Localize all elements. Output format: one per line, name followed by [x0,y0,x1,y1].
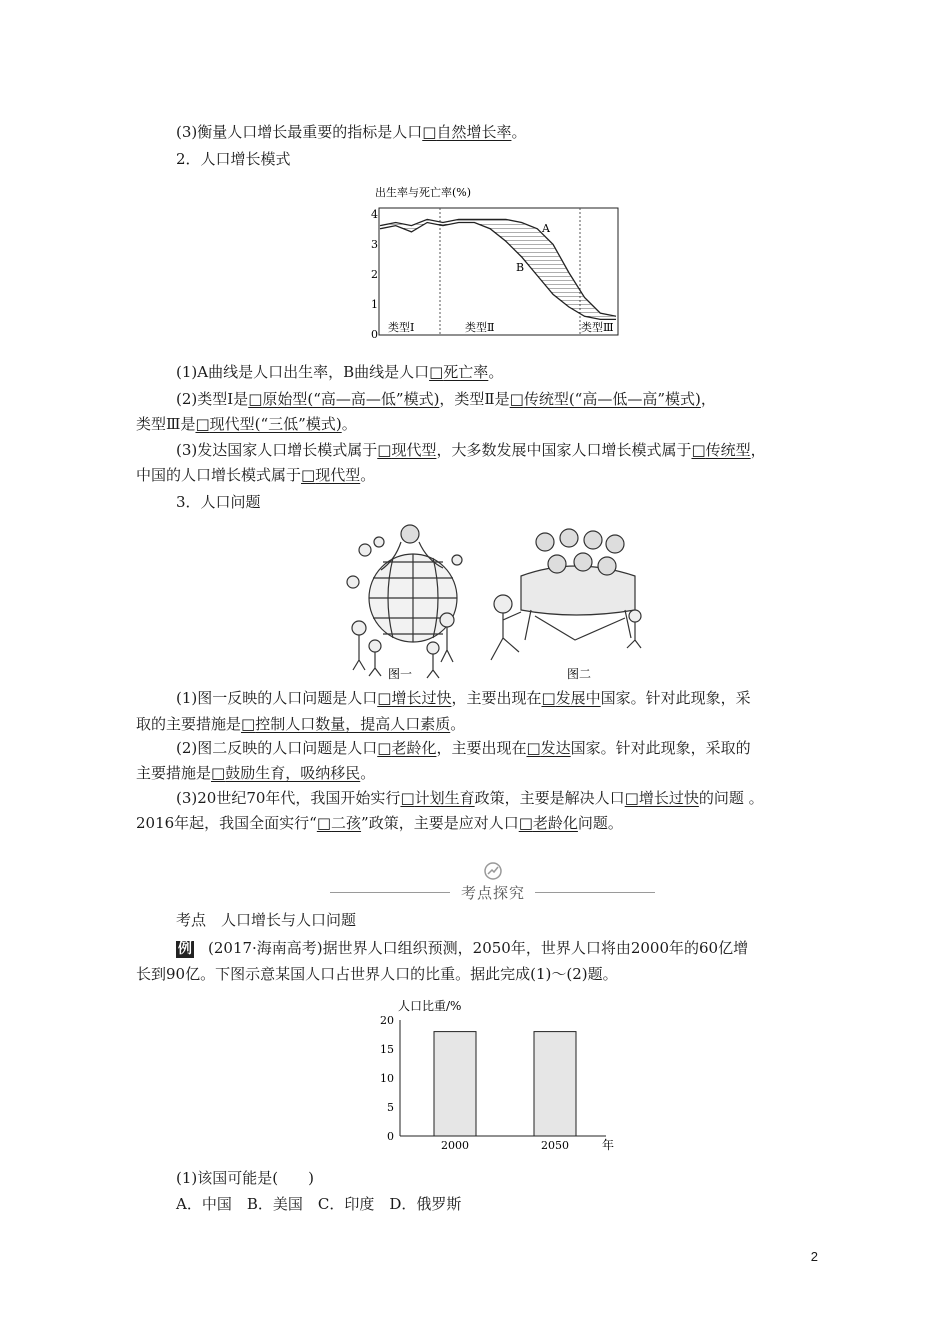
ytick-0: 0 [371,328,378,341]
chart2-category-label: 2000 [441,1139,469,1152]
cartoon-figure-one [347,525,462,678]
curve-a-label: A [542,222,550,235]
q1-text: (1)A曲线是人口出生率，B曲线是人口 [176,363,430,381]
answer-line-r2b [136,763,375,783]
population-share-chart [358,996,628,1154]
banner-rule-right [535,892,655,893]
trend-icon [484,862,502,880]
answer-blank: □ 计划生育 [400,789,474,807]
answer-blank: □ 原始型(“高—高—低”模式) [248,390,439,408]
punct: 。 [450,715,466,733]
section-banner [330,862,655,922]
answer-blank: □ 控制人口数量，提高人口素质 [241,715,450,733]
punct: 。 [511,123,527,141]
r3-text: ”政策，主要是应对人口 [361,814,519,832]
q2-text: (2)类型Ⅰ是 [176,390,249,408]
answer-blank: □ 自然增长率 [422,123,511,141]
chart2-ylabel: 人口比重/% [398,999,462,1013]
answer-line-q2a [176,389,716,409]
answer-blank: □ 老龄化 [519,814,578,832]
answer-blank: □ 二孩 [317,814,361,832]
r3-text: 政策，主要是解决人口 [474,789,625,807]
example-text: (2017·海南高考)据世界人口组织预测，2050年，世界人口将由2000年的60亿增 [208,939,749,957]
answer-line-r3a [176,788,764,808]
answer-blank: □ 现代型(“三低”模式) [195,415,341,433]
answer-blank: □ 死亡率 [429,363,488,381]
punct: 。 [488,363,504,381]
chart2-ytick: 0 [387,1130,394,1143]
answer-blank: □ 发展中 [541,689,600,707]
cartoon-caption-1: 图一 [388,667,413,681]
chart2-category-label: 2050 [541,1139,569,1152]
chart2-ytick: 5 [387,1101,394,1114]
chart2-ytick: 10 [380,1072,394,1085]
answer-blank: □ 现代型 [377,441,436,459]
q2-text: 类型Ⅲ是 [136,415,196,433]
answer-line-r1a [176,688,751,708]
punct: 。 [341,415,357,433]
answer-line-q3a [176,440,766,460]
chart2-xunit: 年 [602,1138,615,1152]
section-title: 3．人口问题 [176,493,261,511]
ytick-4: 4 [371,208,378,221]
answer-line-q1 [176,362,503,382]
punct: ， [750,441,766,459]
chart2-ytick: 15 [380,1043,394,1056]
r2-text: 国家。针对此现象，采取的 [570,739,751,757]
answer-line-r3b [136,813,623,833]
example-line-1 [176,938,748,958]
answer-blank: □ 传统型(“高—低—高”模式) [510,390,701,408]
r2-text: ，主要出现在 [436,739,527,757]
stage-label-1: 类型Ⅰ [388,321,415,334]
answer-blank: □ 增长过快 [377,689,451,707]
q3-text: 中国的人口增长模式属于 [136,466,302,484]
question-stem: (1)该国可能是( ) [176,1169,314,1187]
measure-text: (3)衡量人口增长最重要的指标是人口 [176,123,423,141]
ytick-3: 3 [371,238,378,251]
answer-blank: □ 传统型 [691,441,750,459]
topic-heading: 考点 人口增长与人口问题 [176,911,357,929]
r3-text: (3)20世纪70年代，我国开始实行 [176,789,401,807]
answer-line-r1b [136,714,465,734]
punct: 。 [360,764,376,782]
answer-line-q3b [136,465,375,485]
growth-model-chart [360,180,630,345]
answer-blank: □ 老龄化 [377,739,436,757]
answer-blank: □ 鼓励生育，吸纳移民 [211,764,360,782]
r1-text: 取的主要措施是 [136,715,242,733]
q3-text: (3)发达国家人口增长模式属于 [176,441,378,459]
r1-text: 国家。针对此现象，采 [600,689,751,707]
q2-text: ，类型Ⅱ是 [439,390,510,408]
r3-text: 问题。 [577,814,623,832]
r1-text: ，主要出现在 [451,689,542,707]
banner-rule-left [330,892,450,893]
r2-text: (2)图二反映的人口问题是人口 [176,739,378,757]
cartoon-figure-two [491,529,641,660]
question-options: A．中国 B．美国 C．印度 D．俄罗斯 [176,1195,462,1213]
answer-blank: □ 现代型 [301,466,360,484]
stage-label-2: 类型Ⅱ [465,321,495,334]
banner-label: 考点探究 [460,884,525,902]
chart2-bar [534,1032,576,1136]
stage-label-3: 类型Ⅲ [581,321,614,334]
cartoon-caption-2: 图二 [567,667,592,681]
ytick-2: 2 [371,268,378,281]
measure-line [176,122,526,142]
ytick-1: 1 [371,298,378,311]
r1-text: (1)图一反映的人口问题是人口 [176,689,378,707]
chart-ylabel: 出生率与死亡率(%) [375,186,472,199]
example-line-2: 长到90亿。下图示意某国人口占世界人口的比重。据此完成(1)～(2)题。 [136,965,618,983]
population-cartoon [335,520,655,682]
punct: ， [700,390,716,408]
page-number: 2 [810,1249,818,1264]
q3-text: ，大多数发展中国家人口增长模式属于 [436,441,692,459]
answer-blank: □ 发达 [526,739,570,757]
chart2-ytick: 20 [380,1014,394,1027]
answer-line-r2a [176,738,751,758]
r3-text: 2016年起，我国全面实行“ [136,814,317,832]
answer-line-q2b [136,414,357,434]
example-tag: 例 [178,941,192,957]
curve-b-label: B [516,261,525,274]
r2-text: 主要措施是 [136,764,212,782]
r3-text: 的问题 。 [698,789,764,807]
chart2-bar [434,1032,476,1136]
punct: 。 [360,466,376,484]
section-title: 2．人口增长模式 [176,150,291,168]
answer-blank: □ 增长过快 [625,789,699,807]
